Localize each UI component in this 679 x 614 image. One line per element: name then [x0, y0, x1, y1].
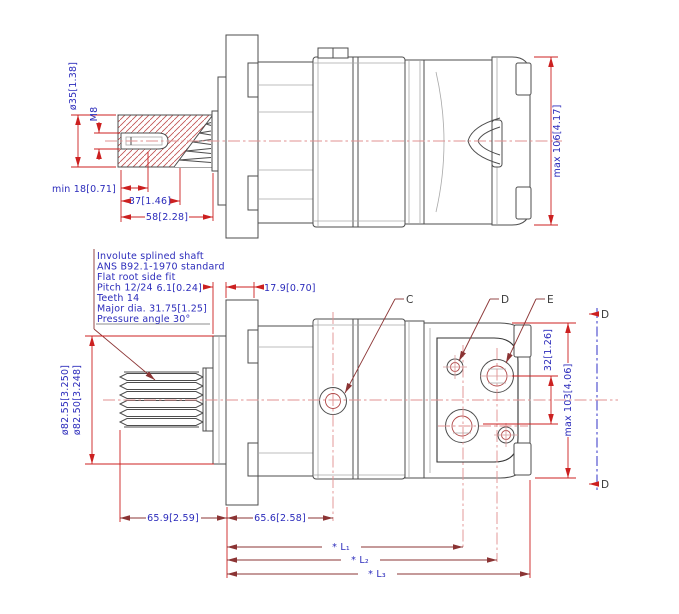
note-line-4: Pitch 12/24 [97, 282, 153, 294]
dim-pilot-length: 17.9[0.70] [264, 283, 316, 294]
note-line-2: ANS B92.1-1970 standard [97, 261, 225, 273]
dim-pilot-diameter-max: ø82.55[3.250] [60, 364, 71, 436]
note-line-1: Involute splined shaft [97, 251, 204, 262]
spline-notes [94, 249, 225, 380]
dim-pilot-diameter-min: ø82.50[3.248] [72, 364, 83, 436]
note-line-3: Flat root side fit [97, 272, 176, 283]
section-label-d-bottom: D [601, 479, 610, 491]
dim-port-spacing: 32[1.26] [543, 328, 554, 372]
dim-min-thread-depth: min 18[0.71] [52, 184, 116, 195]
dim-thread-size: M8 [89, 106, 100, 122]
bolt-boss-bottom-2 [514, 443, 531, 475]
mounting-flange-bottom [226, 300, 258, 505]
dim-length-l2: * L₂ [351, 555, 369, 566]
dim-length-l1: * L₁ [332, 542, 350, 553]
dim-spigot-offset: 6.1[0.24] [156, 283, 202, 294]
callout-label-e: E [547, 294, 554, 306]
dim-body-length: 65.6[2.58] [254, 513, 306, 524]
callout-label-c: C [406, 294, 414, 306]
section-label-d-top: D [601, 309, 610, 321]
mounting-flange-side [226, 35, 258, 238]
dim-max-height-bottom: max 103[4.06] [563, 363, 574, 437]
bolt-boss-bottom [516, 187, 531, 219]
bolt-boss-top [516, 63, 531, 95]
callout-label-d: D [501, 294, 510, 306]
dim-length-l3: * L₃ [368, 569, 386, 580]
motor-housing [313, 57, 405, 227]
dim-keyway-length: 37[1.46] [128, 196, 172, 207]
splined-shaft [120, 368, 213, 431]
dim-shaft-length: 58[2.28] [145, 212, 189, 223]
note-line-6: Major dia. 31.75[1.25] [97, 303, 208, 315]
note-line-5: Teeth 14 [97, 293, 140, 304]
top-view [118, 35, 531, 238]
bottom-view [120, 300, 531, 505]
motor-housing-bottom [313, 319, 405, 479]
note-line-7: Pressure angle 30° [97, 314, 191, 325]
dim-shaft-diameter: ø35[1.38] [68, 61, 79, 111]
dim-shaft-extension: 65.9[2.59] [147, 513, 199, 524]
dim-max-height-top: max 106[4.17] [552, 104, 563, 178]
